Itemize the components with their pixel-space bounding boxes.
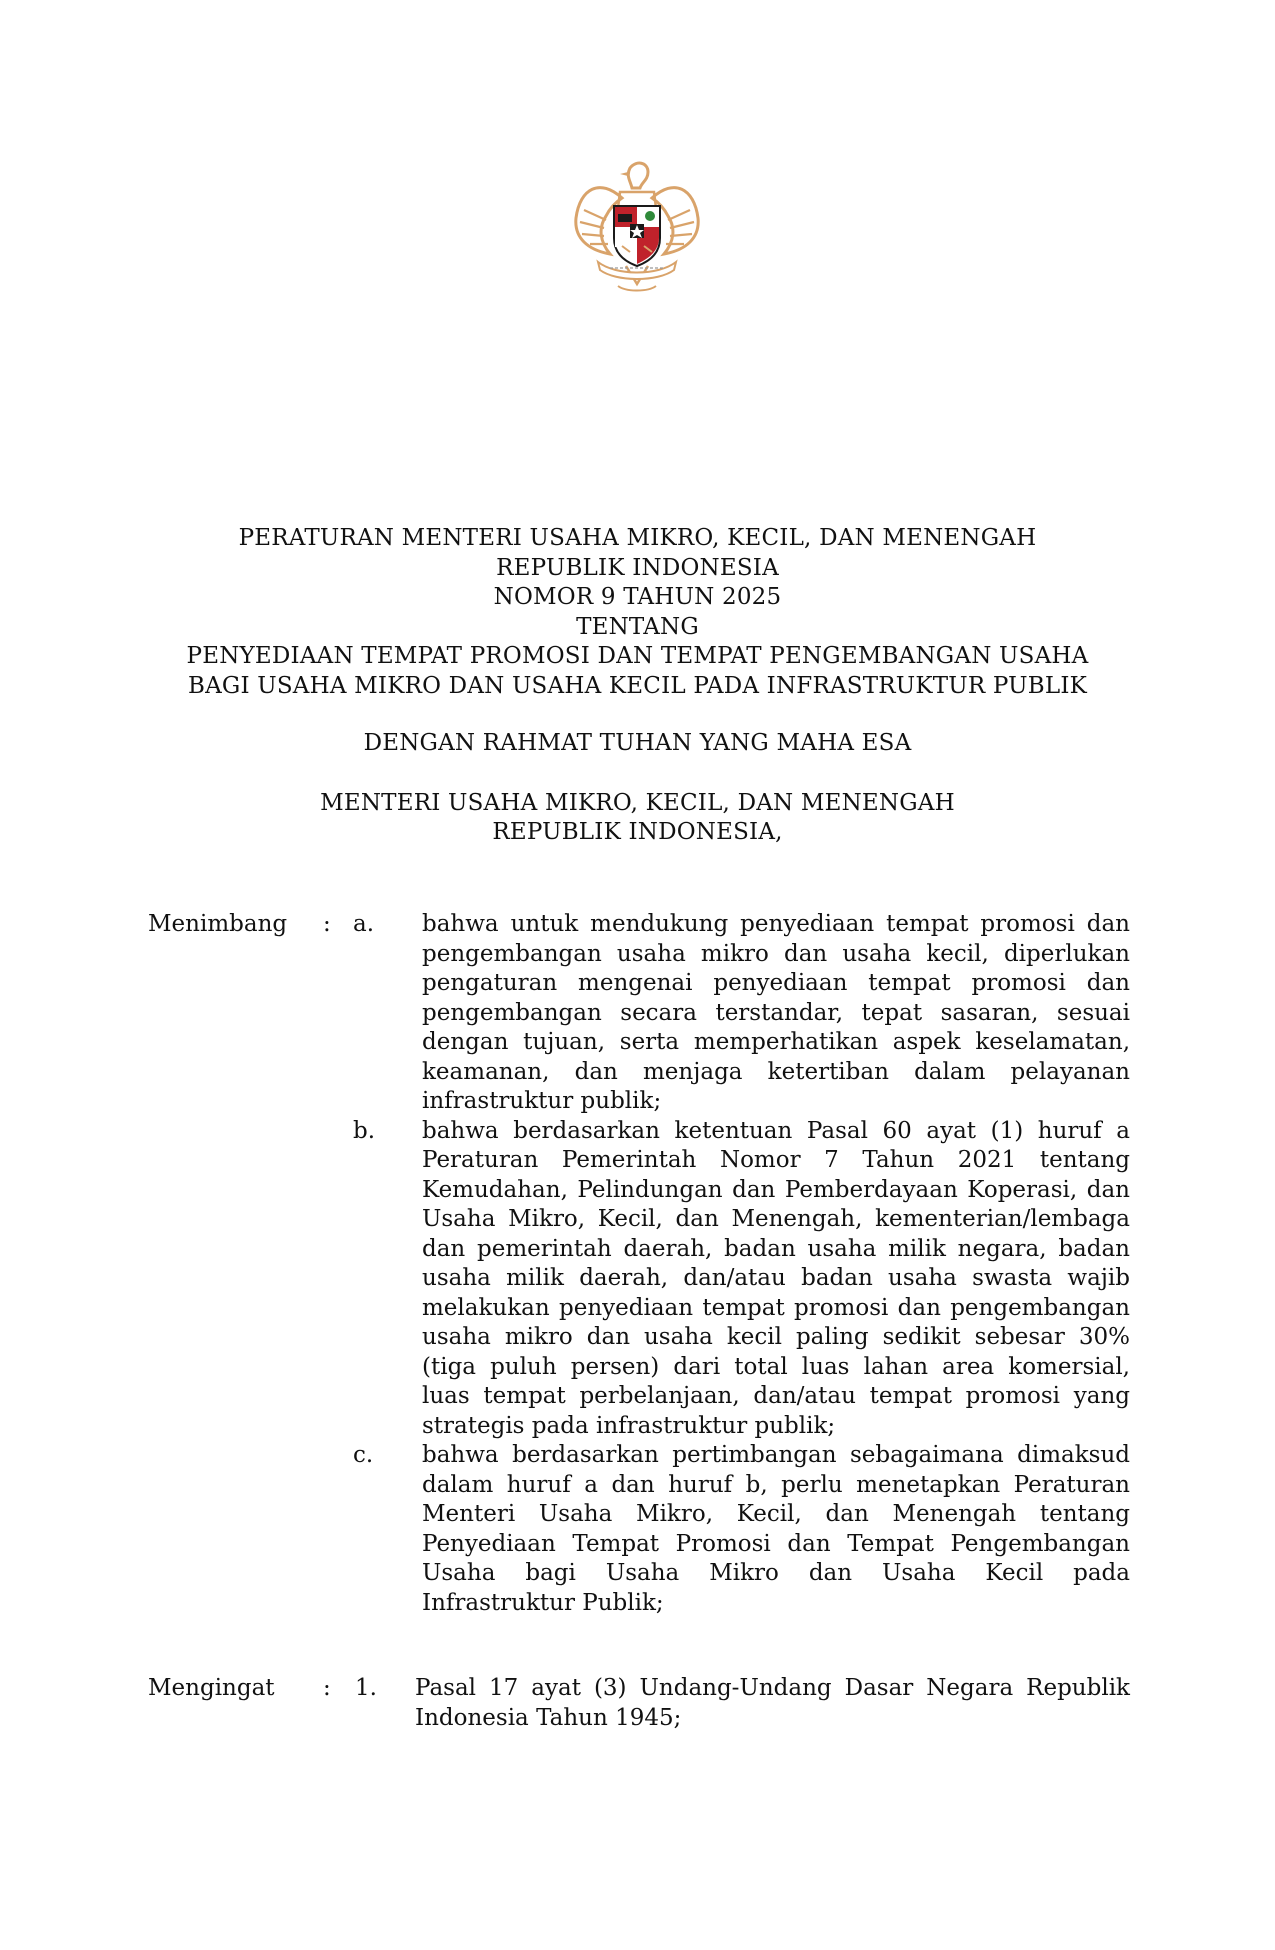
regulation-title-line1: PERATURAN MENTERI USAHA MIKRO, KECIL, DAN MENENGAH [238, 525, 1037, 551]
menimbang-item [0, 910, 1275, 1117]
emblem-head [628, 163, 648, 188]
mengingat-item-text: Pasal 17 ayat (3) Undang-Undang Dasar Negara Republik Indonesia Tahun 1945; [415, 1675, 1130, 1731]
menimbang-item-marker: b. [353, 1117, 376, 1144]
regulation-about: TENTANG [576, 613, 699, 640]
regulation-title-line2: REPUBLIK INDONESIA [496, 554, 779, 581]
menimbang-item-text: bahwa untuk mendukung penyediaan tempat promosi dan pengembangan usaha mikro dan usaha kecil, diperlukan pengaturan mengenai penyediaan tempat promosi dan pengembangan secara terstandar, tepat sasaran, sesuai dengan tujuan, serta memperhatikan aspek keselamatan, keamanan, dan menjaga ketertiban dalam pelayanan infrastruktur publik; [422, 911, 1130, 1114]
regulation-number: NOMOR 9 TAHUN 2025 [493, 584, 782, 610]
menimbang-section [0, 910, 1275, 1618]
mengingat-colon: : [323, 1675, 331, 1701]
document-header [100, 524, 1175, 848]
garuda-pancasila-emblem [570, 158, 704, 296]
menimbang-label: Menimbang [148, 911, 288, 937]
mengingat-item-marker: 1. [355, 1675, 377, 1701]
invocation: DENGAN RAHMAT TUHAN YANG MAHA ESA [363, 730, 912, 756]
mengingat-section [0, 1674, 1275, 1733]
emblem-right-wing-feathers [666, 210, 694, 244]
emblem-left-wing-feathers [580, 210, 608, 244]
menimbang-item [0, 1117, 1275, 1442]
regulation-subject-line1: PENYEDIAAN TEMPAT PROMOSI DAN TEMPAT PENGEMBANGAN USAHA [186, 643, 1089, 669]
menimbang-item [0, 1441, 1275, 1618]
minister-line2: REPUBLIK INDONESIA, [492, 819, 783, 845]
regulation-subject-line2: BAGI USAHA MIKRO DAN USAHA KECIL PADA INFRASTRUKTUR PUBLIK [187, 672, 1088, 699]
mengingat-item [0, 1674, 1275, 1733]
mengingat-label: Mengingat [148, 1675, 275, 1701]
menimbang-item-marker: c. [353, 1442, 374, 1468]
minister-line1: MENTERI USAHA MIKRO, KECIL, DAN MENENGAH [320, 789, 955, 816]
menimbang-item-text: bahwa berdasarkan ketentuan Pasal 60 ayat (1) huruf a Peraturan Pemerintah Nomor 7 Tahun 2021 tentang Kemudahan, Pelindungan dan Pemberdayaan Koperasi, dan Usaha Mikro, Kecil, dan Menengah, kementerian/lembaga dan pemerintah daerah, badan usaha milik negara, badan usaha milik daerah, dan/atau badan usaha swasta wajib melakukan penyediaan tempat promosi dan pengembangan usaha mikro dan usaha kecil paling sedikit sebesar 30% (tiga puluh persen) dari total luas lahan area komersial, luas tempat perbelanjaan, dan/atau tempat promosi yang strategis pada infrastruktur publik; [422, 1117, 1130, 1439]
menimbang-item-marker: a. [353, 911, 375, 937]
menimbang-colon: : [323, 911, 331, 937]
menimbang-item-text: bahwa berdasarkan pertimbangan sebagaimana dimaksud dalam huruf a dan huruf b, perlu menetapkan Peraturan Menteri Usaha Mikro, Kecil, dan Menengah tentang Penyediaan Tempat Promosi dan Tempat Pengembangan Usaha bagi Usaha Mikro dan Usaha Kecil pada Infrastruktur Publik; [422, 1442, 1130, 1616]
